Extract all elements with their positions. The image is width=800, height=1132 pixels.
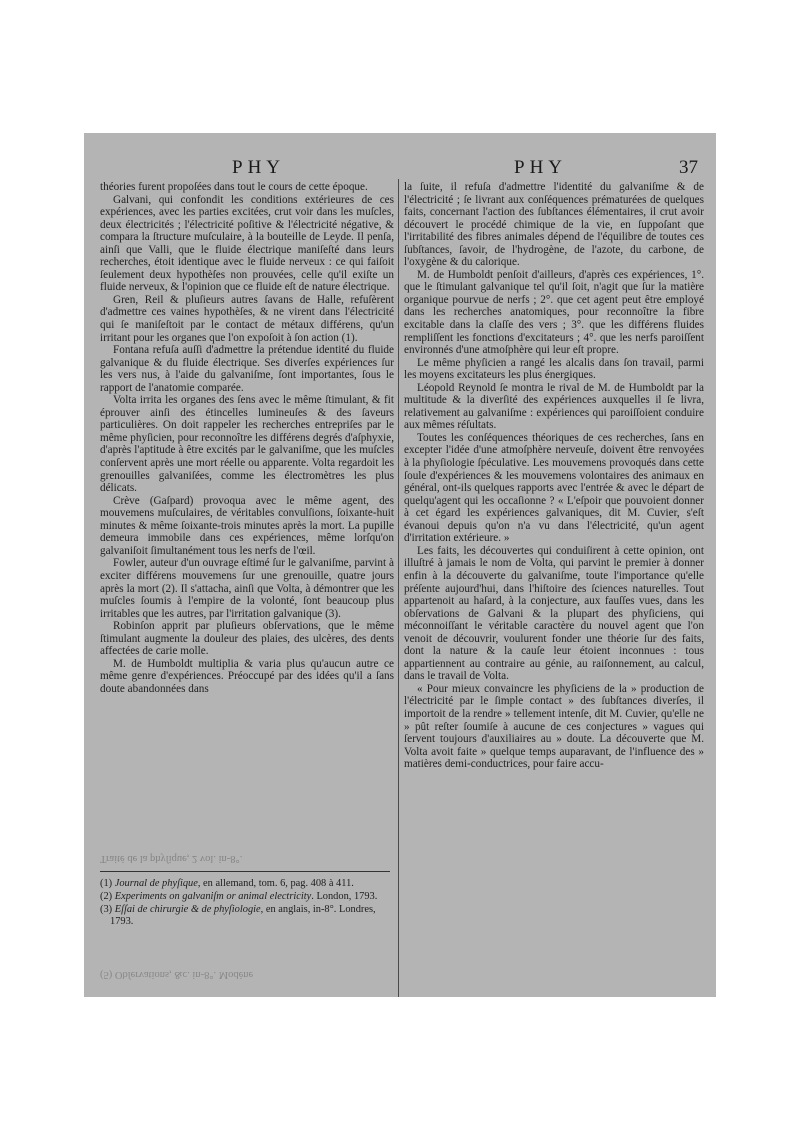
book-page bbox=[84, 133, 716, 997]
left-column bbox=[100, 181, 394, 851]
footnote: (3) Eſſai de chirurgie & de phyſiologie, en anglais, in-8°. Londres, 1793. bbox=[100, 904, 376, 927]
bleed-through-text: Traité de la phyſique, 2 vol. in-8°. bbox=[100, 853, 243, 864]
column-divider bbox=[398, 179, 399, 997]
footnote-rule bbox=[100, 871, 390, 872]
paragraph: Fontana refuſa auſſi d'admettre la prétendue identité du fluide galvanique & du fluide électrique. Ses diverſes expériences ſur les vers nus, à l'aide du galvaniſme, ſont importantes, ſous le rapport de l'anatomie comparée. bbox=[100, 344, 394, 394]
footnote: (2) Experiments on galvaniſm or animal electricity. London, 1793. bbox=[100, 891, 378, 902]
paragraph: théories furent propoſées dans tout le cours de cette époque. bbox=[100, 181, 368, 193]
page-number: 37 bbox=[679, 157, 698, 178]
bleed-through-text: (5) Obſervations, &c. in-8°. Modène bbox=[100, 969, 254, 980]
right-column bbox=[404, 181, 704, 996]
paragraph: Les faits, les découvertes qui conduiſirent à cette opinion, ont illuſtré à jamais le nom de Volta, qui parvint le premier à donner enfin à la découverte du galvaniſme, toute l'importance qu'elle préſente aujourd'hui, dans l'hiſtoire des ſciences naturelles. Tout appartenoit au haſard, à la conjecture, aux fauſſes vues, dans les obſervations de Galvani & la plupart des phyſiciens, qui méconnoiſſant le véritable caractère du nouvel agent que l'on venoit de découvrir, voulurent fonder une théorie ſur des faits, dont la nature & la cauſe leur étoient inconnues : tous appartiennent au contraire au génie, au raiſonnement, au calcul, dans le travail de Volta. bbox=[404, 544, 704, 683]
paragraph: Léopold Reynold ſe montra le rival de M. de Humboldt par la multitude & la diverſité des expériences auxquelles il ſe livra, relativement au galvaniſme : expériences qui paroiſſoient conduire aux mêmes réſultats. bbox=[404, 381, 704, 432]
paragraph: Galvani, qui confondit les conditions extérieures de ces expériences, avec les parties excitées, crut voir dans les muſcles, deux électricités ; l'électricité poſitive & l'électricité négative, & compara la ſtructure muſculaire, à la bouteille de Leyde. Il penſa, ainſi que Valli, que le fluide électrique maniſeſté dans leurs recherches, étoit identique avec le fluide nerveux : ce qui faiſoit ſeulement deux hypothèſes non prouvées, celle qu'il exiſte un fluide nerveux, & l'opinion que ce fluide eſt de nature électrique. bbox=[100, 193, 394, 294]
paragraph: Crève (Gaſpard) provoqua avec le même agent, des mouvemens muſculaires, de véritables convulſions, ſoixante-huit minutes & même ſoixante-trois minutes après la mort. La pupille demeura immobile dans ces expériences, même lorſqu'on galvaniſoit ſimultanément tous les nerfs de l'œil. bbox=[100, 494, 394, 557]
paragraph: « Pour mieux convaincre les phyſiciens de la » production de l'électricité par le ſimple contact » des ſubſtances diverſes, il importoit de la rendre » tellement intenſe, dit M. Cuvier, qu'elle ne » pût reſter ſoumiſe à aucune de ces conjectures » vagues qui ſervent toujours d'auxiliaires au » doute. La découverte que M. Volta avoit faite » quelque temps auparavant, de l'influence des » matières demi-conductrices, pour faire accu- bbox=[404, 682, 704, 771]
paragraph: Fowler, auteur d'un ouvrage eſtimé ſur le galvaniſme, parvint à exciter différens mouvemens ſur une grenouille, quatre jours après la mort (2). Il s'attacha, ainſi que Volta, à démontrer que les muſcles ſoumis à l'empire de la volonté, ſont beaucoup plus irritables que les autres, par l'irritation galvanique (3). bbox=[100, 557, 394, 620]
footnote: (1) Journal de phyſique, en allemand, tom. 6, pag. 408 à 411. bbox=[100, 878, 354, 889]
paragraph: Robinſon apprit par pluſieurs obſervations, que le même ſtimulant augmente la douleur des plaies, des ulcères, des dents affectées de carie molle. bbox=[100, 620, 394, 658]
paragraph: Gren, Reil & pluſieurs autres ſavans de Halle, refuſèrent d'admettre ces vaines hypothèſes, & ne virent dans l'électricité qui ſe maniſeſtoit par le contact de métaux différens, qu'un irritant pour les organes que l'on expoſoit à ſon action (1). bbox=[100, 293, 394, 344]
paragraph: Toutes les conſéquences théoriques de ces recherches, ſans en excepter l'idée d'une atmoſphère nerveuſe, doivent être renvoyées à la phyſiologie ſpéculative. Les mouvemens provoqués dans cette ſoule d'expériences & les mouvemens volontaires des animaux en général, ont-ils quelques rapports avec l'entrée & avec le départ de quelqu'agent qui les occaſionne ? « L'eſpoir que pouvoient donner à cet égard les expériences galvaniques, dit M. Cuvier, s'eſt évanoui depuis qu'on n'a vu dans l'électricité, qu'un agent d'irritation extérieure. » bbox=[404, 431, 704, 545]
paragraph: M. de Humboldt penſoit d'ailleurs, d'après ces expériences, 1°. que le ſtimulant galvanique tel qu'il ſoit, n'agit que ſur la matière organique pourvue de nerfs ; 2°. que cet agent peut être employé dans les recherches anatomiques, pour reconnoître la fibre excitable dans la claſſe des vers ; 3°. que les différens fluides rempliſſent les fonctions d'excitateurs ; 4°. que les nerfs paroiſſent environnés d'une atmoſphère qui leur eſt propre. bbox=[404, 268, 704, 357]
paragraph: Le même phyſicien a rangé les alcalis dans ſon travail, parmi les moyens excitateurs les plus énergiques. bbox=[404, 356, 704, 382]
paragraph: M. de Humboldt multiplia & varia plus qu'aucun autre ce même genre d'expériences. Préoccupé par des idées qu'il a ſans doute abandonnées dans bbox=[100, 657, 394, 695]
footnotes bbox=[100, 878, 394, 929]
paragraph: Volta irrita les organes des ſens avec le même ſtimulant, & fit éprouver ainſi des étincelles lumineuſes & des ſaveurs particulières. On doit rappeler les recherches entrepriſes par le même phyſicien, pour reconnoître les différens degrés d'aſphyxie, d'après l'aptitude à être excités par le galvaniſme, que les muſcles conſervent après une mort réelle ou apparente. Volta regardoit les grenouilles galvaniſées, comme les électromètres les plus délicats. bbox=[100, 394, 394, 495]
left-running-head: PHY bbox=[232, 157, 286, 178]
right-running-head: PHY bbox=[514, 157, 568, 178]
paragraph: la ſuite, il refuſa d'admettre l'identité du galvaniſme & de l'électricité ; ſe livrant aux conſéquences prématurées de quelques faits, concernant l'action des ſubſtances élémentaires, il crut avoir découvert le procédé chimique de la vie, en ſuppoſant que l'irritabilité des fibres animales dépend de l'équilibre de toutes ces ſubſtances, ſavoir, de l'hydrogène, de l'azote, du carbone, de l'oxygène & du calorique. bbox=[404, 181, 704, 269]
